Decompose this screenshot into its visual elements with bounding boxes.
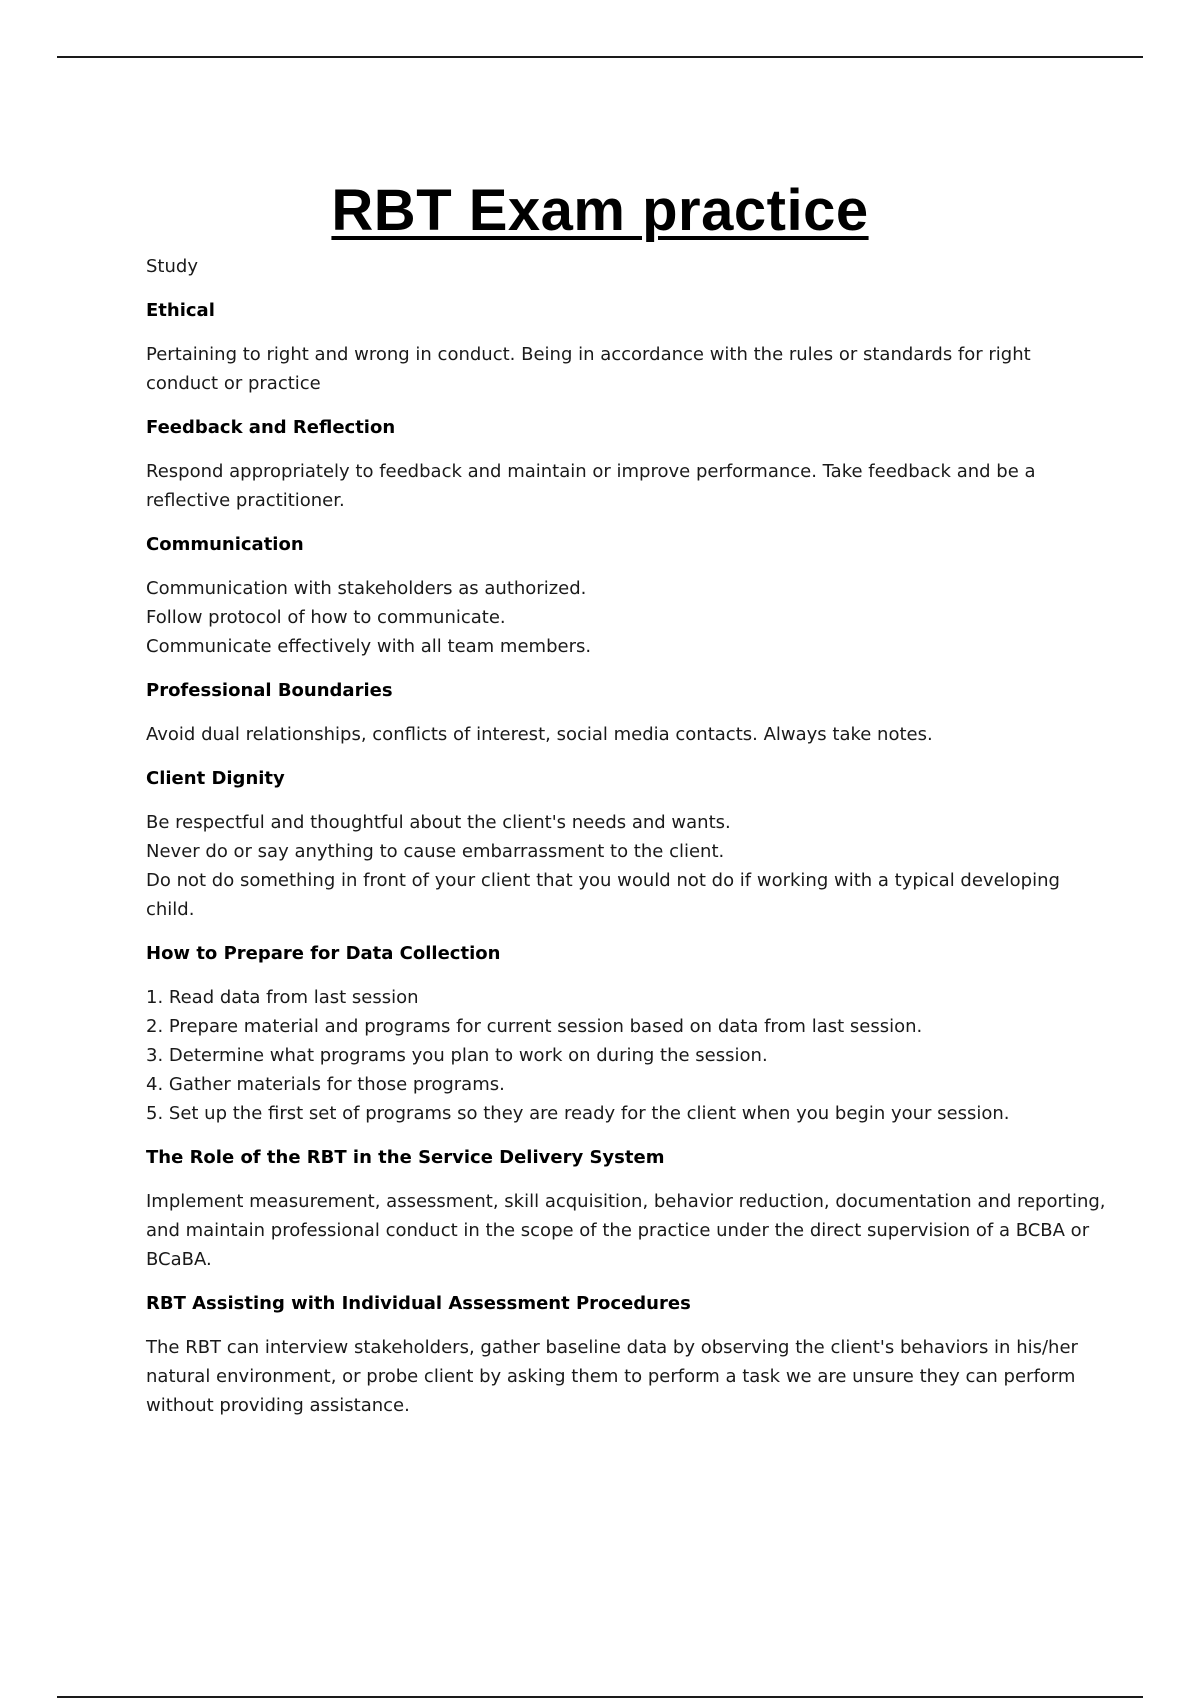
body-line: Do not do something in front of your client that you would not do if working with a typical developing child. — [146, 870, 1060, 920]
list-item: 4. Gather materials for those programs. — [146, 1074, 505, 1095]
list-item: 1. Read data from last session — [146, 987, 419, 1008]
section-communication — [146, 530, 1106, 661]
section-heading: Communication — [146, 534, 304, 555]
section-body — [146, 1187, 1106, 1274]
body-line: Follow protocol of how to communicate. — [146, 607, 506, 628]
top-rule — [57, 56, 1143, 58]
list-item: 2. Prepare material and programs for current session based on data from last session. — [146, 1016, 923, 1037]
section-heading: Feedback and Reflection — [146, 417, 396, 438]
document-title-text: RBT Exam practice — [331, 178, 869, 243]
section-body — [146, 457, 1106, 515]
section-data-collection — [146, 939, 1106, 1128]
section-ethical — [146, 296, 1106, 398]
section-heading: Ethical — [146, 300, 215, 321]
intro-text: Study — [146, 256, 198, 277]
section-body — [146, 720, 1106, 749]
body-line: Avoid dual relationships, conflicts of interest, social media contacts. Always take notes. — [146, 724, 933, 745]
section-body — [146, 808, 1106, 924]
document-title — [0, 176, 1200, 246]
body-line: Communication with stakeholders as authorized. — [146, 578, 587, 599]
body-line: Be respectful and thoughtful about the client's needs and wants. — [146, 812, 731, 833]
list-item: 3. Determine what programs you plan to work on during the session. — [146, 1045, 768, 1066]
section-heading: Client Dignity — [146, 768, 285, 789]
list-item: 5. Set up the first set of programs so they are ready for the client when you begin your session. — [146, 1103, 1010, 1124]
section-body — [146, 340, 1106, 398]
body-line: Never do or say anything to cause embarrassment to the client. — [146, 841, 725, 862]
body-line: Respond appropriately to feedback and maintain or improve performance. Take feedback and be a reflective practitioner. — [146, 461, 1036, 511]
body-line: Communicate effectively with all team members. — [146, 636, 592, 657]
body-line: Pertaining to right and wrong in conduct. Being in accordance with the rules or standards for right conduct or practice — [146, 344, 1031, 394]
section-heading: RBT Assisting with Individual Assessment Procedures — [146, 1293, 691, 1314]
bottom-rule — [57, 1696, 1143, 1698]
section-professional-boundaries — [146, 676, 1106, 749]
section-heading: How to Prepare for Data Collection — [146, 943, 501, 964]
body-line: The RBT can interview stakeholders, gather baseline data by observing the client's behaviors in his/her natural environment, or probe client by asking them to perform a task we are unsure they can perform without providing assistance. — [146, 1337, 1078, 1416]
section-client-dignity — [146, 764, 1106, 924]
section-heading: Professional Boundaries — [146, 680, 393, 701]
document-body — [146, 252, 1106, 1435]
section-rbt-role — [146, 1143, 1106, 1274]
section-assessment-procedures — [146, 1289, 1106, 1420]
section-body — [146, 1333, 1106, 1420]
section-heading: The Role of the RBT in the Service Delivery System — [146, 1147, 665, 1168]
numbered-list — [146, 983, 1106, 1128]
section-body — [146, 574, 1106, 661]
body-line: Implement measurement, assessment, skill acquisition, behavior reduction, documentation and reporting, and maintain professional conduct in the scope of the practice under the direct supervision of a BCBA or BCaBA. — [146, 1191, 1106, 1270]
section-feedback-reflection — [146, 413, 1106, 515]
